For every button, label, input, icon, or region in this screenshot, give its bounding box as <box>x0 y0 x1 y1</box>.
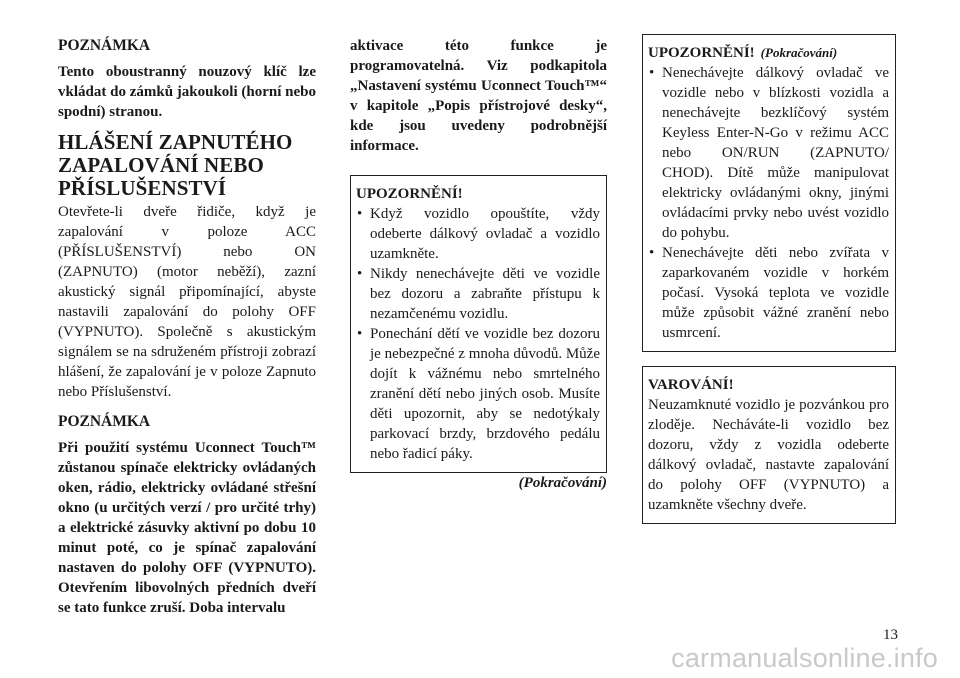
note-text: Tento oboustranný nouzový klíč lze vkládat do zámků jakoukoli (horní nebo spodní) stranou. <box>58 64 316 120</box>
caution-text: Neuzamknuté vozidlo je pozvánkou pro zloděje. Necháváte-li vozidlo bez dozoru, vždy z vozidla odeberte dálkový ovladač, nastavte zapalování do polohy OFF (VYPNUTO) a uzamkněte všechny dveře. <box>648 397 889 513</box>
warning-item: • Když vozidlo opouštíte, vždy odeberte dálkový ovladač a vozidlo uzamkněte. <box>356 204 600 264</box>
note-text-2: Při použití systému Uconnect Touch™ zůstanou spínače elektricky ovládaných oken, rádio, elektricky ovládané střešní okno (u určitých verzí / pro určité trhy) a elektrické zásuvky aktivní po dobu 10 minut poté, co je spínač zapalování nastaven do polohy OFF (VYPNUTO). Otevřením libovolných předních dveří se tato funkce zruší. Doba intervalu <box>58 440 316 616</box>
warning-box-continued <box>642 34 896 352</box>
page-number: 13 <box>883 627 898 643</box>
caution-title: VAROVÁNÍ! <box>648 377 734 393</box>
warning-item: • Nikdy nenechávejte děti ve vozidle bez dozoru a zabraňte přístupu k nezamčenému vozidlu. <box>356 264 600 324</box>
warning-title: UPOZORNĚNÍ! <box>356 186 463 202</box>
warning-item: • Nenechávejte dálkový ovladač ve vozidle nebo v blízkosti vozidla a nenechávejte bezklíčový systém Keyless Enter-N-Go v režimu ACC nebo ON/RUN (ZAPNUTO/ CHOD). Dítě může manipulovat elektricky ovládanými okny, jinými ovládacími prvky nebo uvést vozidlo do pohybu. <box>648 63 889 243</box>
warning-title-continued <box>648 43 889 63</box>
column-left <box>58 34 316 618</box>
note-heading-2: POZNÁMKA <box>58 413 151 430</box>
section-title: HLÁŠENÍ ZAPNUTÉHO ZAPALOVÁNÍ NEBO PŘÍSLUŠENSTVÍ <box>58 130 293 200</box>
warning-box <box>350 175 607 473</box>
warning-item: • Nenechávejte děti nebo zvířata v zaparkovaném vozidle v horkém počasí. Vysoká teplota ve vozidle může způsobit vážné zranění nebo usmrcení. <box>648 243 889 343</box>
section-body: Otevřete-li dveře řidiče, když je zapalování v poloze ACC (PŘÍSLUŠENSTVÍ) nebo ON (ZAPNUTO) (motor neběží), zazní akustický signál připomínající, abyste nastavili zapalování do polohy OFF (VYPNUTO). Společně s akustickým signálem se na sdruženém přístroji zobrazí hlášení, že zapalování je v poloze Zapnuto nebo Příslušenství. <box>58 204 316 400</box>
warning-title-text: UPOZORNĚNÍ! <box>648 45 755 61</box>
note-heading: POZNÁMKA <box>58 37 151 54</box>
warning-item: • Ponechání dětí ve vozidle bez dozoru je nebezpečné z mnoha důvodů. Může dojít k vážnému nebo smrtelného zranění dětí nebo jiných osob. Musíte děti upozornit, aby se nedotýkaly parkovací brzdy, brzdového pedálu nebo řadicí páky. <box>356 324 600 464</box>
continued-label: (Pokračování) <box>518 475 607 491</box>
column-middle <box>350 34 607 492</box>
warning-list-continued <box>648 63 889 343</box>
watermark: carmanualsonline.info <box>671 643 938 673</box>
warning-list <box>356 204 600 464</box>
column-right <box>642 34 896 524</box>
caution-box <box>642 366 896 524</box>
note-text-continued: aktivace této funkce je programovatelná. Viz podkapitola „Nastavení systému Uconnect Touch™“ v kapitole „Popis přístrojové desky“, kde jsou uvedeny podrobnější informace. <box>350 38 607 154</box>
warning-continued-label: (Pokračování) <box>760 45 838 60</box>
